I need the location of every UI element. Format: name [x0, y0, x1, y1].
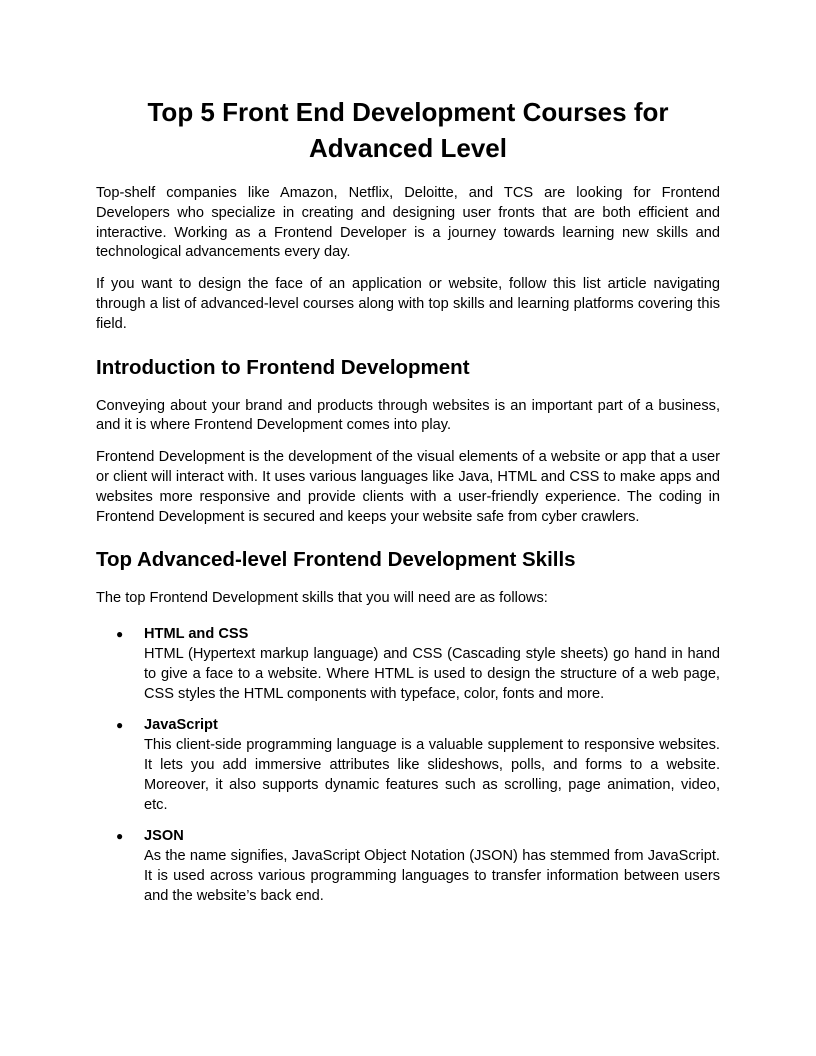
bullet-icon: ● [116, 718, 124, 733]
introduction-paragraph-2: Frontend Development is the development of the visual elements of a website or app that a user or client will interact with. It uses various languages like Java, HTML and CSS to make apps and websites more responsive and provide clients with a user-friendly experience. The coding in Frontend Development is secured and keeps your website safe from cyber crawlers. [96, 449, 720, 525]
intro-paragraph-2: If you want to design the face of an application or website, follow this list article navigating through a list of advanced-level courses along with top skills and learning platforms covering this field. [96, 276, 720, 332]
skill-name: JSON [144, 828, 184, 845]
skill-description: This client-side programming language is a valuable supplement to responsive websites. It lets you add immersive attributes like slideshows, polls, and forms to a website. Moreover, it also supports dynamic features such as scrolling, page animation, video, etc. [144, 737, 720, 813]
section-heading-introduction: Introduction to Frontend Development [96, 355, 470, 379]
title-line-1: Top 5 Front End Development Courses for [147, 97, 669, 127]
skills-lead-paragraph: The top Frontend Development skills that you will need are as follows: [96, 590, 548, 607]
document-title [96, 94, 720, 166]
skill-description: HTML (Hypertext markup language) and CSS (Cascading style sheets) go hand in hand to give a face to a website. Where HTML is used to design the structure of a web page, CSS styles the HTML components with typeface, color, fonts and more. [144, 645, 720, 702]
skill-item [96, 827, 720, 906]
skill-name: HTML and CSS [144, 626, 249, 643]
skill-name: JavaScript [144, 717, 218, 734]
title-line-2: Advanced Level [309, 133, 507, 163]
intro-paragraph-1: Top-shelf companies like Amazon, Netflix, Deloitte, and TCS are looking for Frontend Developers who specialize in creating and designing user fronts that are both efficient and interactive. Working as a Frontend Developer is a journey towards learning new skills and technological advancements every day. [96, 185, 720, 261]
skills-list [96, 625, 720, 906]
introduction-paragraph-1: Conveying about your brand and products through websites is an important part of a business, and it is where Frontend Development comes into play. [96, 397, 720, 434]
skill-item [96, 625, 720, 704]
skill-item [96, 716, 720, 815]
bullet-icon: ● [116, 829, 124, 844]
bullet-icon: ● [116, 627, 124, 642]
section-heading-skills: Top Advanced-level Frontend Development Skills [96, 548, 576, 572]
document-page [96, 94, 720, 919]
skill-description: As the name signifies, JavaScript Object Notation (JSON) has stemmed from JavaScript. It is used across various programming languages to transfer information between users and the website’s back end. [144, 848, 720, 904]
